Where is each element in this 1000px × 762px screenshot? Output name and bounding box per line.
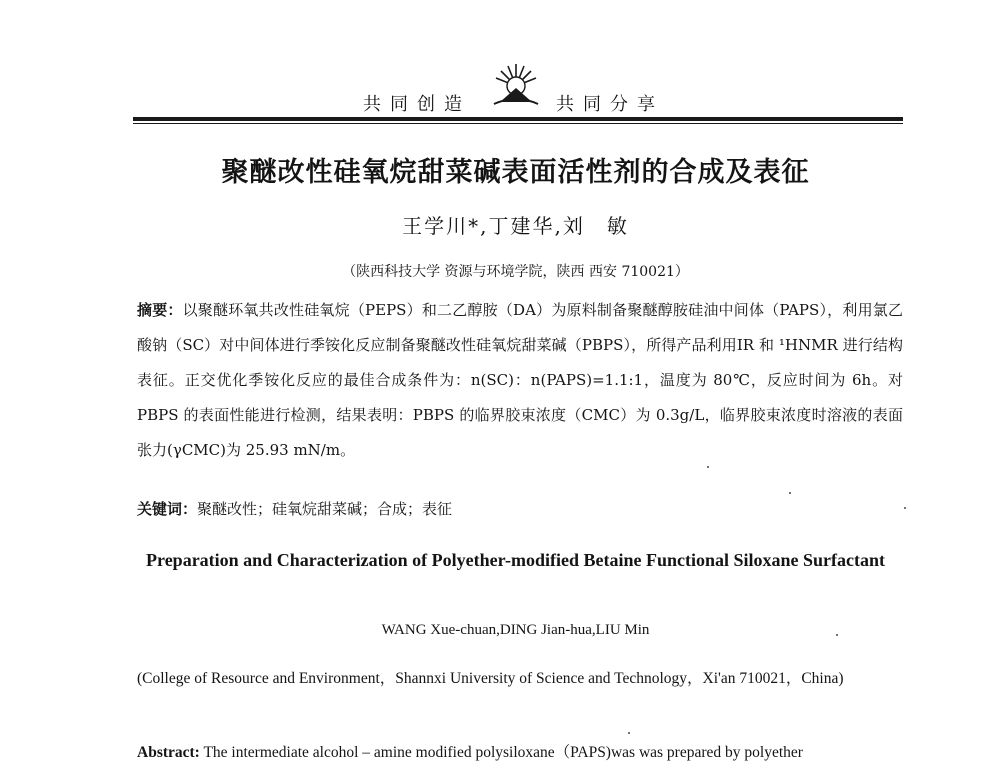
scan-speck — [707, 466, 709, 468]
paper-title: 聚醚改性硅氧烷甜菜碱表面活性剂的合成及表征 — [221, 157, 810, 188]
abstract-en-text: The intermediate alcohol – amine modified polysiloxane（PAPS)was was prepared by polyether — [203, 744, 803, 761]
scan-speck — [836, 634, 838, 636]
header-motto-right: 共同分享 — [556, 94, 664, 115]
abstract-en-label: Abstract: — [137, 744, 200, 761]
abstract-cn-text: 以聚醚环氧共改性硅氧烷（PEPS）和二乙醇胺（DA）为原料制备聚醚醇胺硅油中间体（PAPS），利用氯乙酸钠（SC）对中间体进行季铵化反应制备聚醚改性硅氧烷甜菜碱（PBPS），所得产品利用IR 和 ¹HNMR 进行结构表征。正交优化季铵化反应的最佳合成条件为：n(SC)：n(PAPS)=1.1:1，温度为 80℃，反应时间为 6h。对 PBPS 的表面性能进行检测，结果表明：PBPS 的临界胶束浓度（CMC）为 0.3g/L，临界胶束浓度时溶液的表面张力(γCMC)为 25.93 mN/m。 — [137, 301, 903, 459]
keywords-cn — [137, 498, 452, 519]
affiliation-cn: （陕西科技大学 资源与环境学院，陕西 西安 710021） — [342, 264, 689, 280]
scan-speck — [904, 507, 906, 509]
keywords-cn-text: 聚醚改性；硅氧烷甜菜碱；合成；表征 — [197, 500, 453, 518]
header-rule-thin — [133, 123, 903, 124]
paper-title-en: Preparation and Characterization of Polyether-modified Betaine Functional Siloxane Surfactant — [146, 550, 885, 570]
sunrise-logo-icon — [490, 58, 542, 110]
author-list-en: WANG Xue-chuan,DING Jian-hua,LIU Min — [381, 622, 650, 638]
header-rule-thick — [133, 117, 903, 121]
keywords-cn-label: 关键词： — [137, 500, 198, 518]
affiliation-en: (College of Resource and Environment，Shannxi University of Science and Technology，Xi'an 710021，China) — [137, 670, 844, 687]
abstract-cn — [137, 293, 903, 468]
scan-speck — [789, 492, 791, 494]
header-motto-left: 共同创造 — [363, 94, 471, 115]
abstract-cn-label: 摘要： — [137, 301, 183, 319]
scan-speck — [628, 732, 630, 734]
abstract-en — [137, 740, 917, 762]
journal-header — [0, 58, 1000, 118]
author-list: 王学川*,丁建华,刘 敏 — [402, 214, 629, 238]
